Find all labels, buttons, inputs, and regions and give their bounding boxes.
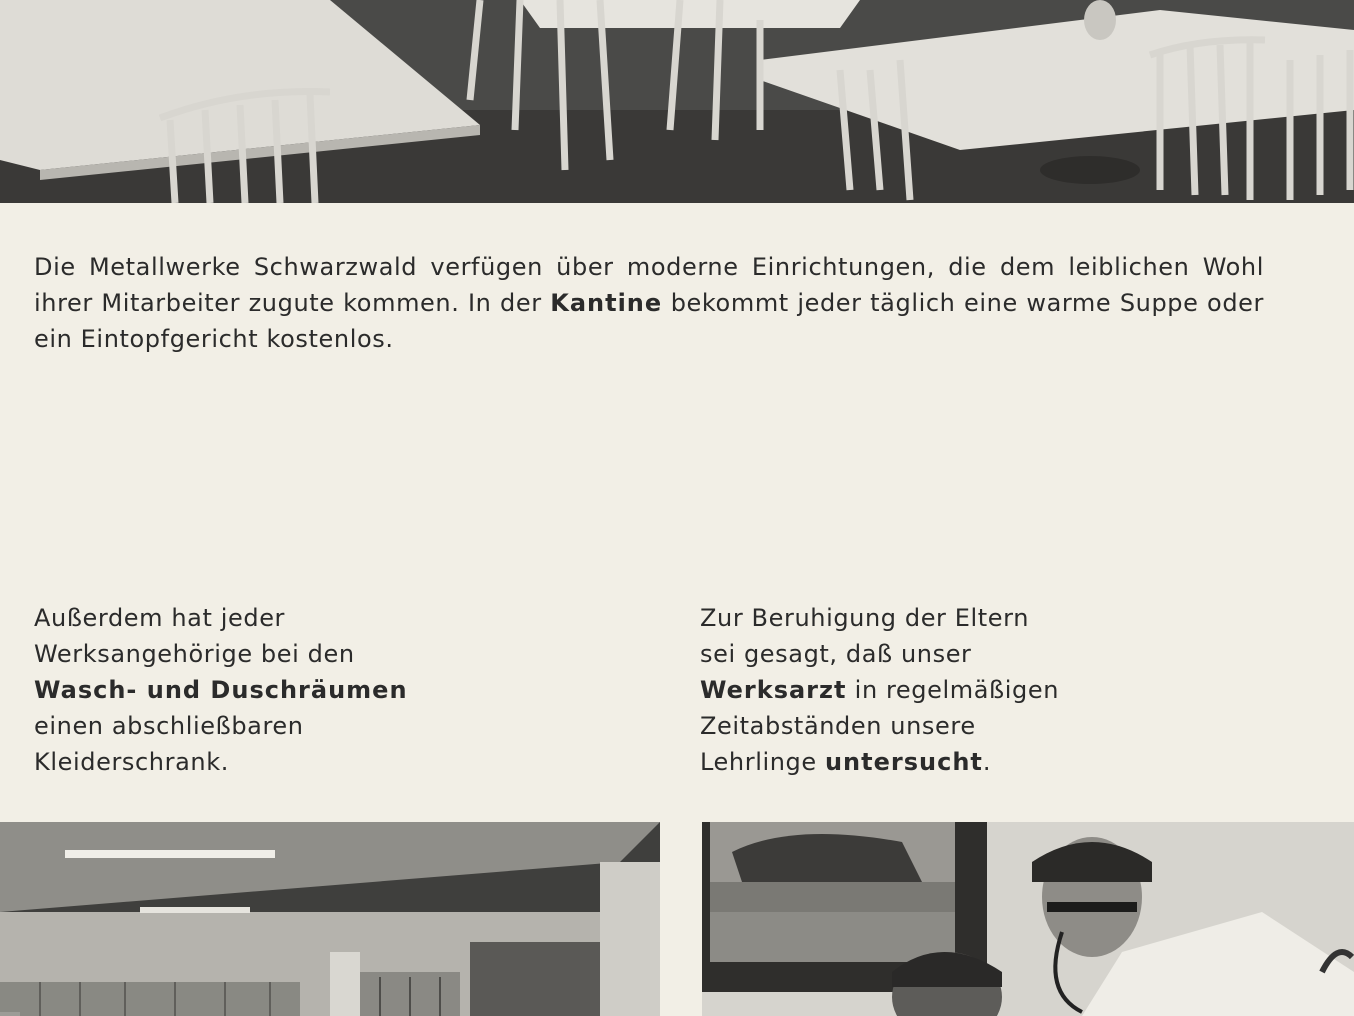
intro-text-1: Die Metallwerke Schwarzwald verfügen über moderne Einrichtungen, die dem leiblichen Wohl ihrer Mitarbeiter zugute kommen. In der bbox=[34, 253, 1264, 317]
doctor-photo bbox=[702, 822, 1354, 1016]
left-line-5: Kleiderschrank. bbox=[34, 748, 229, 776]
intro-text-2: bekommt jeder täglich eine warme Suppe oder ein Eintopfgericht kostenlos. bbox=[34, 289, 1264, 353]
right-bold-untersucht: untersucht bbox=[824, 748, 983, 776]
right-line-5-post: . bbox=[982, 748, 992, 776]
right-line-2: sei gesagt, daß unser bbox=[700, 640, 972, 668]
left-line-1: Außerdem hat jeder bbox=[34, 604, 286, 632]
washroom-photo bbox=[0, 822, 660, 1016]
right-bold-werksarzt: Werksarzt bbox=[700, 676, 847, 704]
right-line-1: Zur Beruhigung der Eltern bbox=[700, 604, 1030, 632]
right-line-5-pre: Lehrlinge bbox=[700, 748, 825, 776]
right-line-3 bbox=[700, 672, 1220, 708]
right-line-3-rest: in regelmäßigen bbox=[846, 676, 1060, 704]
right-line-5 bbox=[700, 744, 1220, 780]
left-column-text bbox=[34, 600, 554, 780]
left-line-3-bold: Wasch- und Duschräumen bbox=[34, 676, 408, 704]
canteen-photo bbox=[0, 0, 1354, 203]
intro-bold-kantine: Kantine bbox=[550, 289, 663, 317]
right-line-4: Zeitabständen unsere bbox=[700, 712, 976, 740]
right-column-text bbox=[700, 600, 1220, 780]
intro-paragraph bbox=[34, 249, 1264, 357]
left-line-4: einen abschließbaren bbox=[34, 712, 304, 740]
left-line-2: Werksangehörige bei den bbox=[34, 640, 355, 668]
